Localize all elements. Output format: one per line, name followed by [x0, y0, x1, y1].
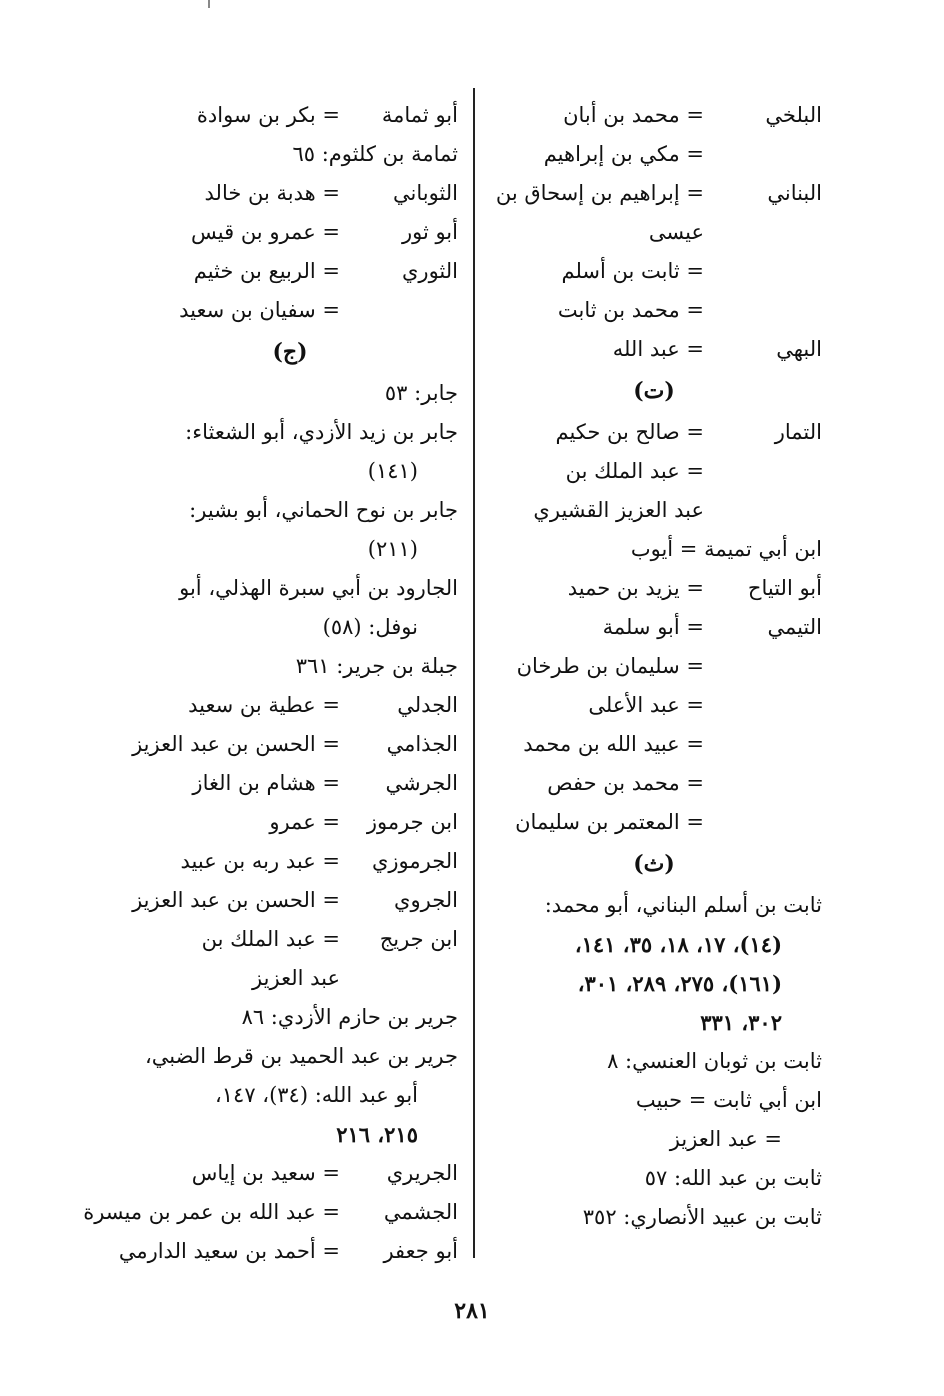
index-entry — [122, 803, 458, 842]
index-entry: جابر بن زيد الأزدي، أبو الشعثاء: — [185, 420, 458, 444]
index-entry: ابن أبي ثابت = حبيب — [635, 1088, 822, 1112]
entry-key: الجشمي — [383, 1200, 458, 1224]
entry-key: التمار — [774, 420, 822, 444]
index-entry — [122, 174, 458, 213]
entry-value: = أحمد بن سعيد الدارمي — [118, 1239, 340, 1263]
entry-key: البهي — [776, 337, 822, 361]
index-entry: عبد العزيز القشيري — [533, 498, 704, 522]
entry-value: = عبد ربه بن عبيد — [180, 849, 340, 873]
index-entry — [486, 569, 822, 608]
entry-value: = الحسن بن عبد العزيز — [132, 888, 340, 912]
entry-value: = يزيد بن حميد — [567, 576, 704, 600]
index-entry: = محمد بن ثابت — [557, 298, 704, 322]
index-entry: ثمامة بن كلثوم: ٦٥ — [292, 142, 458, 166]
index-entry — [122, 920, 458, 959]
index-entry: = عبد العزيز — [669, 1127, 782, 1151]
entry-value: = عبد الله بن عمر بن ميسرة — [83, 1200, 340, 1224]
entry-value: = بكر بن سوادة — [196, 103, 340, 127]
index-entry: = عبد الملك بن — [565, 459, 704, 483]
index-entry — [122, 686, 458, 725]
entry-key: الجريري — [386, 1161, 458, 1185]
entry-key: ابن جرموز — [366, 810, 458, 834]
page-references: ٢١٥، ٢١٦ — [336, 1122, 418, 1147]
entry-key: أبو ثور — [401, 220, 458, 244]
letter-heading: (ج) — [272, 339, 308, 365]
index-entry — [122, 1154, 458, 1193]
entry-key: الجذامي — [386, 732, 458, 756]
entry-value: = عمرو بن قيس — [191, 220, 340, 244]
index-entry — [486, 330, 822, 369]
index-entry: عبد العزيز — [252, 966, 340, 990]
entry-key: البناني — [767, 181, 822, 205]
entry-key: الجروي — [394, 888, 458, 912]
entry-value: = هشام بن الغاز — [192, 771, 340, 795]
letter-heading: (ت) — [633, 378, 675, 404]
index-entry: (٢١١) — [367, 537, 418, 561]
index-entry: نوفل: (٥٨) — [322, 615, 418, 639]
entry-key: الثوباني — [392, 181, 458, 205]
index-entry: جرير بن حازم الأزدي: ٨٦ — [241, 1005, 458, 1029]
index-entry — [122, 725, 458, 764]
entry-key: أبو جعفر — [383, 1239, 458, 1263]
right-column — [486, 96, 822, 1237]
entry-key: أبو التياح — [747, 576, 822, 600]
entry-value: = محمد بن أبان — [563, 103, 704, 127]
index-entry: (١٤١) — [367, 459, 418, 483]
entry-value: = الحسن بن عبد العزيز — [132, 732, 340, 756]
entry-key: التيمي — [767, 615, 822, 639]
column-divider — [473, 88, 475, 1258]
index-entry: ثابت بن عبد الله: ٥٧ — [644, 1166, 822, 1190]
index-entry: الجارود بن أبي سبرة الهذلي، أبو — [179, 576, 458, 600]
index-entry: عيسى — [648, 220, 704, 244]
index-entry: = ثابت بن أسلم — [561, 259, 704, 283]
scan-mark — [208, 0, 210, 8]
index-entry: = المعتمر بن سليمان — [515, 810, 704, 834]
index-entry: أبو عبد الله: (٣٤)، ١٤٧، — [215, 1083, 418, 1107]
page-references: (١٤)، ١٧، ١٨، ٣٥، ١٤١، — [574, 932, 782, 957]
index-entry — [122, 96, 458, 135]
entry-value: = سعيد بن إياس — [191, 1161, 340, 1185]
index-entry — [122, 842, 458, 881]
entry-value: = أبو سلمة — [602, 615, 704, 639]
entry-value: = صالح بن حكيم — [555, 420, 704, 444]
entry-key: أبو ثمامة — [381, 103, 458, 127]
entry-key: الثوري — [402, 259, 458, 283]
entry-value: = عمرو — [269, 810, 340, 834]
index-entry — [118, 1232, 458, 1271]
index-entry: جبلة بن جرير: ٣٦١ — [295, 654, 458, 678]
index-entry — [486, 96, 822, 135]
entry-key: الجرشي — [385, 771, 458, 795]
entry-value: = الربيع بن خثيم — [193, 259, 340, 283]
index-entry: ثابت بن ثوبان العنسي: ٨ — [607, 1049, 822, 1073]
entry-key: البلخي — [765, 103, 822, 127]
index-entry — [122, 213, 458, 252]
index-entry: جابر بن نوح الحماني، أبو بشير: — [189, 498, 458, 522]
entry-key: الجرموزي — [371, 849, 458, 873]
entry-value: = هدبة بن خالد — [204, 181, 340, 205]
page-references: ٣٠٢، ٣٣١ — [700, 1010, 782, 1035]
index-entry: = عبيد الله بن محمد — [523, 732, 704, 756]
entry-key: ابن جريج — [379, 927, 458, 951]
index-entry — [83, 1193, 458, 1232]
page-number: ٢٨١ — [454, 1298, 490, 1324]
entry-value: = إبراهيم بن إسحاق بن — [495, 181, 704, 205]
page-references: (١٦١)، ٢٧٥، ٢٨٩، ٣٠١، — [577, 971, 782, 996]
entry-value: = عطية بن سعيد — [188, 693, 340, 717]
index-entry: = سفيان بن سعيد — [179, 298, 340, 322]
index-entry: ثابت بن عبيد الأنصاري: ٣٥٢ — [582, 1205, 822, 1229]
index-entry: = عبد الأعلى — [588, 693, 704, 717]
entry-value: = عبد الله — [612, 337, 704, 361]
entry-value: = عبد الملك بن — [201, 927, 340, 951]
index-entry — [122, 764, 458, 803]
entry-key: الجدلي — [397, 693, 458, 717]
index-entry: = مكي بن إبراهيم — [543, 142, 704, 166]
index-entry — [486, 413, 822, 452]
index-entry — [486, 608, 822, 647]
index-entry — [122, 252, 458, 291]
index-entry: جرير بن عبد الحميد بن قرط الضبي، — [144, 1044, 458, 1068]
index-entry: جابر: ٥٣ — [384, 381, 458, 405]
left-column — [83, 96, 458, 1271]
index-entry: ثابت بن أسلم البناني، أبو محمد: — [544, 893, 822, 917]
index-entry — [486, 174, 822, 213]
index-entry — [122, 881, 458, 920]
index-entry: ابن أبي تميمة = أيوب — [630, 537, 822, 561]
index-entry: = محمد بن حفص — [547, 771, 704, 795]
index-entry: = سليمان بن طرخان — [516, 654, 704, 678]
letter-heading: (ث) — [633, 851, 675, 877]
